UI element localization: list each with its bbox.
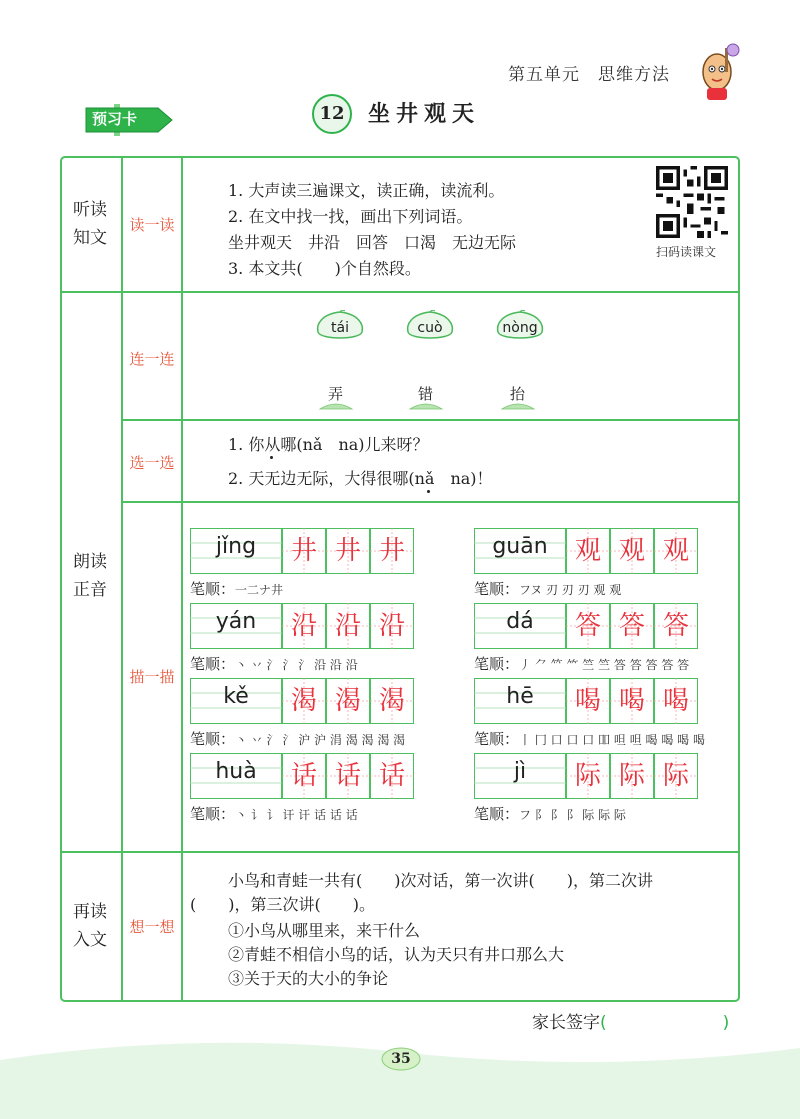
- stroke-order-sequence: 一二ナ井: [235, 583, 284, 597]
- stroke-order-label: 笔顺：: [190, 730, 236, 748]
- trace-character: 沿: [378, 611, 405, 641]
- stroke-order-row: [190, 653, 358, 674]
- think-option-2: ②青蛙不相信小鸟的话，认为天只有井口那么大: [228, 945, 565, 964]
- stroke-order-label: 笔顺：: [190, 655, 236, 673]
- trace-character: 井: [378, 536, 405, 566]
- trace-character: 话: [334, 761, 361, 791]
- think-option-1: ①小鸟从哪里来，来干什么: [228, 921, 421, 940]
- stroke-order-row: [190, 578, 283, 599]
- stroke-order-label: 笔顺：: [474, 580, 520, 598]
- stroke-order-sequence: 丿 ⺈ 𥫗 ⺮ 竺 竺 答 答 答 答 答: [519, 658, 690, 672]
- trace-pinyin: dá: [506, 609, 534, 634]
- signature-open-paren: (: [600, 1013, 607, 1033]
- stroke-order-sequence: フヌ 刃 刃 刃 观 观: [519, 583, 622, 597]
- trace-character: 沿: [290, 611, 317, 641]
- trace-pinyin: hē: [506, 684, 534, 709]
- section-reread-label: 再读 入文: [73, 902, 107, 950]
- trace-character: 渴: [290, 686, 317, 716]
- trace-pinyin: yán: [215, 609, 257, 634]
- sub-label-think: 想一想: [129, 918, 175, 936]
- trace-character: 观: [574, 536, 601, 566]
- trace-pinyin: kě: [223, 684, 249, 709]
- trace-character: 际: [618, 761, 645, 791]
- pinyin-cuo: cuò: [417, 320, 443, 336]
- stroke-order-sequence: 丶 讠 讠 讦 讦 话 话 话: [235, 808, 358, 822]
- trace-character: 喝: [662, 686, 689, 716]
- trace-character: 观: [618, 536, 645, 566]
- sub-label-trace: 描一描: [129, 668, 175, 686]
- grass-decoration: [318, 399, 558, 411]
- trace-character: 观: [662, 536, 689, 566]
- section-read-aloud-label: 朗读 正音: [73, 552, 107, 600]
- stroke-order-label: 笔顺：: [190, 805, 236, 823]
- trace-pinyin: guān: [492, 534, 548, 559]
- footer-wave: [0, 1030, 800, 1119]
- emphasis-dot: [270, 456, 273, 459]
- connect-char-nong: 弄: [328, 385, 344, 403]
- read-line-1: 1. 大声读三遍课文，读正确，读流利。: [228, 181, 505, 200]
- page-number: 35: [391, 1051, 411, 1067]
- trace-character: 答: [574, 611, 601, 641]
- think-question-line-1: 小鸟和青蛙一共有( )次对话，第一次讲( )，第二次讲: [228, 871, 653, 890]
- signature-label: 家长签字: [532, 1013, 600, 1033]
- pinyin-tai: tái: [331, 320, 349, 336]
- tab-label: 预习卡: [92, 110, 138, 128]
- section-listen-label: 听读 知文: [73, 200, 107, 248]
- trace-pinyin: jǐng: [215, 534, 257, 559]
- stroke-order-label: 笔顺：: [474, 655, 520, 673]
- sub-label-read: 读一读: [129, 216, 175, 234]
- pinyin-nong: nòng: [502, 320, 538, 336]
- trace-character: 际: [574, 761, 601, 791]
- trace-character: 渴: [334, 686, 361, 716]
- read-line-2: 2. 在文中找一找，画出下列词语。: [228, 207, 473, 226]
- trace-character: 喝: [618, 686, 645, 716]
- trace-character: 沿: [334, 611, 361, 641]
- emphasis-dot: [427, 490, 430, 493]
- stroke-order-row: [190, 803, 358, 824]
- trace-character: 喝: [574, 686, 601, 716]
- trace-character: 渴: [378, 686, 405, 716]
- stroke-order-row: [474, 578, 621, 599]
- lesson-title: 坐井观天: [368, 101, 481, 127]
- signature-close-paren: ): [722, 1013, 730, 1033]
- qr-code-icon[interactable]: [656, 166, 728, 238]
- qr-caption: 扫码读课文: [656, 245, 717, 259]
- stroke-order-label: 笔顺：: [190, 580, 236, 598]
- lesson-number: 12: [312, 94, 352, 134]
- stroke-order-sequence: フ 阝 阝 阝 际 际 际: [519, 808, 626, 822]
- trace-character: 井: [290, 536, 317, 566]
- trace-character: 际: [662, 761, 689, 791]
- trace-pinyin: jì: [513, 759, 527, 784]
- stroke-order-sequence: 丶 丷 氵 氵 氵 沿 沿 沿: [235, 658, 358, 672]
- stroke-order-label: 笔顺：: [474, 730, 520, 748]
- choose-line-1: 1. 你从哪(nǎ na)儿来呀？: [228, 435, 429, 454]
- stroke-order-row: [474, 728, 705, 749]
- sub-label-choose: 选一选: [129, 454, 175, 472]
- stroke-order-label: 笔顺：: [474, 805, 520, 823]
- stroke-order-sequence: 丨 冂 口 口 口 吅 呾 呾 喝 喝 喝 喝: [519, 733, 705, 747]
- connect-char-cuo: 错: [418, 385, 434, 403]
- stroke-order-row: [474, 653, 689, 674]
- trace-character: 井: [334, 536, 361, 566]
- unit-title: 第五单元 思维方法: [508, 65, 670, 85]
- mascot-icon: [695, 42, 741, 104]
- trace-character: 答: [662, 611, 689, 641]
- choose-line-2: 2. 天无边无际，大得很哪(nǎ na)！: [228, 469, 493, 488]
- think-question-line-2: ( )，第三次讲( )。: [190, 895, 375, 914]
- trace-pinyin: huà: [215, 759, 257, 784]
- stroke-order-row: [474, 803, 626, 824]
- sub-label-connect: 连一连: [129, 350, 175, 368]
- stroke-order-sequence: 丶 丷 氵 氵 沪 沪 涓 渴 渴 渴 渴: [235, 733, 406, 747]
- read-line-4: 3. 本文共( )个自然段。: [228, 259, 421, 278]
- trace-character: 话: [290, 761, 317, 791]
- trace-character: 话: [378, 761, 405, 791]
- read-line-3: 坐井观天 井沿 回答 口渴 无边无际: [228, 233, 517, 252]
- trace-character: 答: [618, 611, 645, 641]
- think-option-3: ③关于天的大小的争论: [228, 969, 389, 988]
- stroke-order-row: [190, 728, 405, 749]
- connect-char-tai: 抬: [510, 385, 526, 403]
